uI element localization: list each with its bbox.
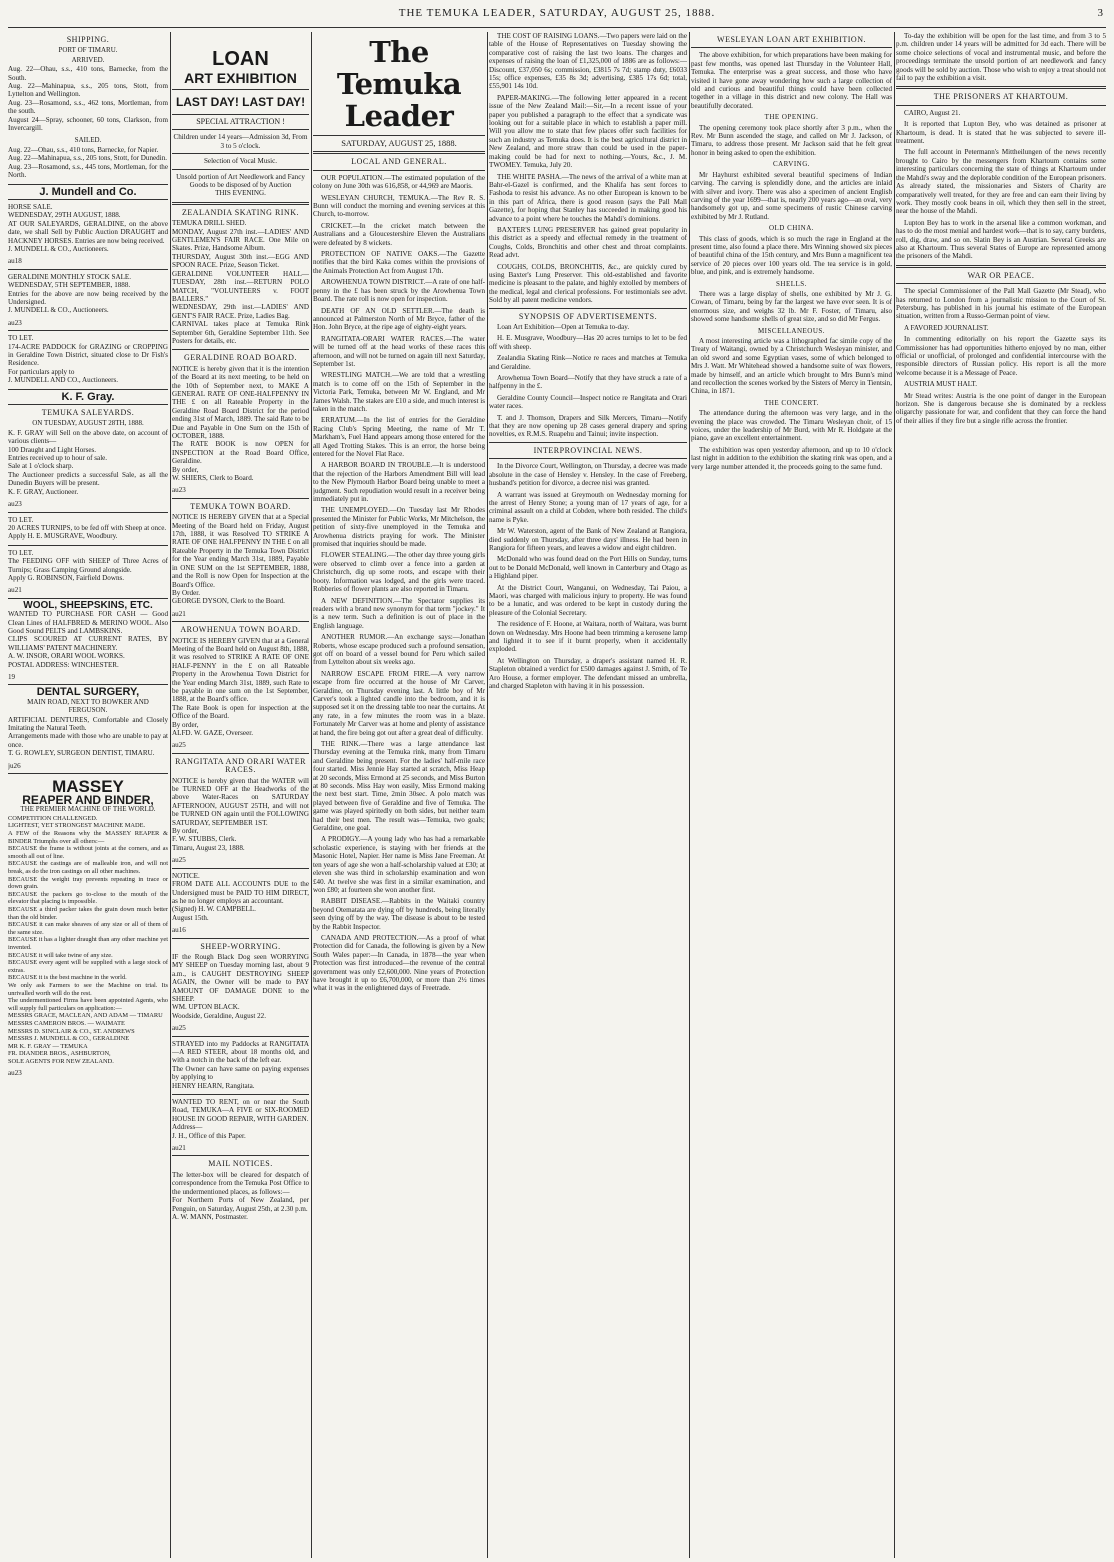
horse-sale-ad: HORSE SALE. WEDNESDAY, 29TH AUGUST, 1888. AT OUR SALEYARDS, GERALDINE, on the above date, we shall Sell by Public Auction DRAUGHT and HACKNEY HORSES. Entries are now being received. J. MUNDELL & CO., Auctioneers.: [8, 202, 168, 253]
column-3: [313, 32, 485, 1560]
interprovincial-item: In the Divorce Court, Wellington, on Thursday, a decree was made absolute in the case of Hensley v. Hensley. In the case of Freeberg, husband's petition for divorce, a decree nisi was granted.: [489, 462, 687, 488]
massey-heading: MASSEY: [52, 777, 124, 797]
opening-text: The opening ceremony took place shortly after 3 p.m., when the Rev. Mr Bunn ascended the stage, and called on Mr J. Jackson, of Timaru, to address those present. Mr Jackson said that he felt great honor in being asked to open the exhibition.: [691, 123, 892, 157]
exhibition-intro: The above exhibition, for which preparations have been making for past few months, was opened last Thursday in the Volunteer Hall, Temuka. The enterprise was a great success, and those who have visited it have gone away wondering how such a large collection of old and curious and beautiful things could have been collected together in a village in this district and new colony. The Hall was beautifully decorated.: [691, 51, 892, 110]
news-paragraph: WRESTLING MATCH.—We are told that a wrestling match is to come off on the 15th of September in the Victoria Park, Temuka, between Mr W. England, and Mr James Walsh. The stakes are £10 a side, and much interest is taken in the match.: [313, 371, 485, 413]
port-heading: PORT OF TIMARU.: [58, 46, 118, 55]
ad-code: au25: [172, 1024, 186, 1033]
dental-subheading: MAIN ROAD, NEXT TO BOWKER AND FERGUSON.: [27, 697, 149, 715]
war-peace-heading: WAR OR PEACE.: [967, 270, 1035, 280]
ad-code: au21: [172, 1144, 186, 1153]
concert-subheading: THE CONCERT.: [764, 398, 819, 407]
ad-code: au25: [172, 856, 186, 865]
ad-code: au23: [8, 1069, 22, 1078]
misc-text: A most interesting article was a lithographed fac simile copy of the Treaty of Waitangi, owned by a Christchurch Wesleyan minister, and an old sword and some Egyptian vases, some of which belonged to Mrs J. Watt. Mr Whitehead showed a handsome suite of wax flowers, made by himself, and an article which brought to Mrs Bunn's mind and recollection the scenes worked by the Sisters of Mercy in Tientsin, China, in 1871.: [691, 337, 892, 396]
arowhenua-board-notice: NOTICE IS HEREBY GIVEN that at a General Meeting of the Board held on August 8th, 1888, it was resolved to STRIKE A RATE OF ONE HALF-PENNY in the £ on all Rateable Property in the Arowhenua Town District for the Year ending March 31st, 1889, such Rate to be payable in one sum on the 1st September, 1888, at the Board's office. The Rate Book is open for inspection at the Office of the Board. By order, ALFD. W. GAZE, Overseer.: [172, 636, 309, 737]
wanted-notice: WANTED TO RENT, on or near the South Road, TEMUKA—A FIVE or SIX-ROOMED HOUSE IN GOOD REPAIR, WITH GARDEN. Address— J. H., Office of this Paper.: [172, 1098, 309, 1140]
synopsis-item: Loan Art Exhibition—Open at Temuka to-day.: [497, 323, 630, 331]
carving-text: Mr Hayhurst exhibited several beautiful specimens of Indian carving. The carving is splendidly done, and the articles are inlaid with silver and ivory. There was also a specimen of ancient English carving of the year 1699—that is, nearly 200 years ago—an oval, very handsomely got up, and some specimens of rustic Chinese carving exhibited by Mr J. Rutland.: [691, 170, 892, 221]
column-rule: [689, 32, 690, 1558]
misc-subheading: MISCELLANEOUS.: [757, 326, 826, 335]
opening-subheading: THE OPENING.: [764, 113, 819, 122]
ad-code: au23: [8, 500, 22, 509]
news-paragraph: CANADA AND PROTECTION.—As a proof of what Protection did for Canada, the following is given by a New South Wales paper:—In Canada, in 1878—the year when Protection was first introduced—the revenue of the central government was only £2,600,000. Nine years of Protection have brought it up to £6,700,000, or more than 2½ times what it was in the enlightened days of Freetrade.: [313, 933, 485, 993]
saleyards-date: ON TUESDAY, AUGUST 28TH, 1888.: [32, 419, 144, 428]
special-attraction: SPECIAL ATTRACTION !: [196, 117, 285, 126]
column-6: [896, 32, 1106, 1560]
masthead: The Temuka Leader: [336, 35, 462, 133]
synopsis-list: [489, 323, 687, 439]
water-races-heading: RANGITATA AND ORARI WATER RACES.: [175, 756, 306, 775]
ad-code: 19: [8, 673, 16, 681]
temuka-board-heading: TEMUKA TOWN BOARD.: [190, 501, 291, 511]
news-paragraph: THE COST OF RAISING LOANS.—Two papers were laid on the table of the House of Representatives on Tuesday showing the comparative cost of raising the last two loans. The charges and expenses of raising the loan of £1,325,000 of 1886 are as follows:—Discount, £37,050 6s; commission, £3815 7s 7d; stamp duty, £6033 15s; office expenses, £35 8s 3d; advertising, £385 17s 6d; total, £55,901 14s 10d.: [489, 32, 687, 91]
news-paragraph: RABBIT DISEASE.—Rabbits in the Waitaki country beyond Otematata are dying off by hundreds, being literally seen dying off by the way. The disease is about to be tested by the Rabbit Inspector.: [313, 897, 485, 931]
art-exhibition-heading: ART EXHIBITION: [184, 70, 297, 86]
article-paragraph: The special Commissioner of the Pall Mall Gazette (Mr Stead), who has returned to London from a journalistic mission to the Court of St. Petersburg, has published in his journal his estimate of the European situation, written from a Russo-German point of view.: [896, 287, 1106, 321]
dental-ad: ARTIFICIAL DENTURES, Comfortable and Closely Imitating the Natural Teeth. Arrangements made with those who are unable to pay at once. T. G. ROWLEY, SURGEON DENTIST, TIMARU.: [8, 715, 168, 758]
article-paragraph: Mr Stead writes: Austria is the one point of danger in the European horizon. She is dangerous because she is dominated by a reckless oligarchy passionate for war, and confident that they can force the hand of their allies if they fire but a single rifle across the frontier.: [896, 391, 1106, 425]
closing-text: The exhibition was open yesterday afternoon, and up to 10 o'clock last night in addition to the exhibition the skating rink was open, and a very large number attended it, the proceeds going to the same fund.: [691, 445, 892, 471]
header-rule: [8, 27, 1106, 28]
ad-code: au16: [172, 926, 186, 935]
interprovincial-heading: INTERPROVINCIAL NEWS.: [533, 445, 643, 455]
interprovincial-item: The residence of F. Hoone, at Waitara, north of Waitara, was burnt down on Wednesday. Mrs Hoone had been trimming a kerosene lamp and lighted it to see if it burnt properly, when it accidentally exploded.: [489, 620, 687, 654]
gray-sale-ad: K. F. GRAY will Sell on the above date, on account of various clients— 100 Draught and Light Horses. Entries received up to hour of sale. Sale at 1 o'clock sharp. The Auctioneer predicts a successful Sale, as all the Dunedin Buyers will be present. K. F. GRAY, Auctioneer.: [8, 428, 168, 496]
mail-heading: MAIL NOTICES.: [208, 1159, 273, 1169]
sheep-heading: SHEEP-WORRYING.: [200, 941, 281, 951]
news-paragraph: PAPER-MAKING.—The following letter appeared in a recent issue of the New Zealand Mail:—Sir,—In a recent issue of your paper you published a paragraph to the effect that a syndicate was looking out for a suitable place in which to establish a paper mill. Will you allow me to state that few places offer such facilities for such an industry as Temuka does. It is the best agricultural district in New Zealand, and more straw than could be used in the paper-making could be had for next to nothing.—Yours, &c., J. M. TWOMEY. Temuka, July 20.: [489, 93, 687, 170]
issue-date: SATURDAY, AUGUST 25, 1888.: [341, 138, 457, 148]
news-paragraph: WESLEYAN CHURCH, TEMUKA.—The Rev R. S. Bunn will conduct the morning and evening services at this Church, to-morrow.: [313, 193, 485, 219]
ad-code: au18: [8, 257, 22, 266]
article-paragraph: The full account in Petermann's Mittheilungen of the news recently brought to Cairo by the messengers from Khartoum contains some interesting particulars concerning the state of things at Khartoum under the Mahdi's sway and the deplorable condition of the European prisoners. As already stated, the missionaries and Sisters of Charity are comparatively well treated, for they are free and can earn their living by work. They mostly cook beans in oil, which they then sell in the street, near the house of the Mahdi.: [896, 148, 1106, 216]
news-paragraph: A PRODIGY.—A young lady who has had a remarkable scholastic experience, is staying with her friends at the Masonic Hotel, Napier. Her name is Miss Jane Freeman. At ten years of age she won a half-scholarship valued at £30; at eleven she was third in scholarship examination and won £40. At twelve she was first in a similar examination, and won £80; at fourteen she won another first.: [313, 835, 485, 894]
news-paragraph: COUGHS, COLDS, BRONCHITIS, &c., are quickly cured by using Baxter's Lung Preserver. This old-established and favorite medicine is pleasant to the palate, and highly extolled by members of the medical, legal and clerical professions. For testimonials see advt. Sold by all patent medicine vendors.: [489, 262, 687, 305]
to-let-paddock-ad: TO LET. 174-ACRE PADDOCK for GRAZING or CROPPING in Geraldine Town District, situated close to Dr Fish's Residence. For particulars apply to J. MUNDELL AND CO., Auctioneers.: [8, 334, 168, 385]
reaper-ad: COMPETITION CHALLENGED. LIGHTEST, YET STRONGEST MACHINE MADE. A FEW of the Reasons why the MASSEY REAPER & BINDER Triumphs over all others:— BECAUSE the frame is without joints at the corners, and as smooth all out of line. BECAUSE the castings are of malleable iron, and will not break, as do the iron castings on all other machines. BECAUSE the weight tray prevents repeating in trace or down grain. BECAUSE the packers go to-close to the mouth of the elevator that placing is impossible. BECAUSE a third packer takes the grain down much better than the old binder. BECAUSE it can make sheaves of any size or all of them of the same size. BECAUSE it has a lighter draught than any other machine yet invented. BECAUSE it will take twine of any size. BECAUSE every agent will be supplied with a large stock of extras. BECAUSE it is the best machine in the world. We only ask Farmers to see the Machine on trial. Its unrivalled worth will do the rest. The undermentioned Firms have been appointed Agents, who will supply full particulars on application:— MESSRS GRACE, MACLEAN, AND ADAM — TIMARU MESSRS CAMERON BROS. — WAIMATE MESSRS D. SINCLAIR & CO., ST. ANDREWS MESSRS J. MUNDELL & CO., GERALDINE MR K. F. GRAY — TEMUKA FR. DIANDER BROS., ASHBURTON, SOLE AGENTS FOR NEW ZEALAND.: [8, 814, 168, 1065]
local-news-continued: [489, 32, 687, 305]
interprovincial-item: At the District Court, Wanganui, on Wednesday, Tai Paiou, a Maori, was charged with malicious injury to property. He was found to be a lunatic, and was ordered to be kept in custody during the pleasure of the Colonial Secretary.: [489, 583, 687, 617]
synopsis-item: Arowhenua Town Board—Notify that they have struck a rate of a halfpenny in the £.: [489, 374, 687, 391]
column-5: [691, 32, 892, 1560]
synopsis-item: H. E. Musgrave, Woodbury—Has 20 acres turnips to let to be fed off with sheep.: [489, 334, 687, 351]
news-paragraph: FLOWER STEALING.—The other day three young girls were observed to climb over a fence into a garden at Christchurch, dig up some roots, and escape with their booty. Information was lodged, and the girls were traced. Robberies of flower plants are also reported in Timaru.: [313, 551, 485, 594]
news-paragraph: A NEW DEFINITION.—The Spectator supplies its readers with a brand new synonym for that term "jockey." It is a new term. Such a definition is out of place in the English language.: [313, 596, 485, 630]
synopsis-item: Geraldine County Council—Inspect notice re Rangitata and Orari water races.: [489, 393, 687, 411]
news-paragraph: ANOTHER RUMOR.—An exchange says:—Jonathan Roberts, whose escape produced such a profound sensation, got off on board of a vessel bound for Peru which sailed from Lyttelton about six weeks ago.: [313, 633, 485, 667]
article-paragraph: Lupton Bey has to work in the arsenal like a common workman, and has to do the most menial and hardest work—that is to say, carry burdens, roll, dig, draw, and so on. Slatin Bey is an Austrian. Several Greeks are also at Khartoum. Thus several States of Europe are represented among the prisoners of the Mahdi.: [896, 218, 1106, 261]
china-text: This class of goods, which is so much the rage in England at the present time, also found a place there. Mrs Winning showed six pieces of beautiful china of the 15th century, and Mrs Bunn a magnificent tea service of 20 pieces over 100 years old. The tea service is in gold, blue, and pink, and is extremely handsome.: [691, 234, 892, 277]
prisoners-heading: THE PRISONERS AT KHARTOUM.: [933, 92, 1069, 102]
news-paragraph: DEATH OF AN OLD SETTLER.—The death is announced at Palmerston North of Mr Bryce, father of the Hon. John Bryce, at the ripe age of eighty-eight years.: [313, 306, 485, 332]
ad-code: au25: [172, 741, 186, 750]
sailings-list: Aug. 22—Ohau, s.s., 410 tons, Barnecke, for Napier. Aug. 22—Mahinapua, s.s., 205 tons, Stott, for Dunedin. Aug. 23—Rosamond, s.s., 445 tons, Mortleman, for the North.: [8, 145, 168, 180]
shells-subheading: SHELLS.: [776, 279, 807, 288]
children-admission: Children under 14 years—Admission 3d, From 3 to 5 o'clock.: [173, 133, 308, 150]
news-paragraph: NARROW ESCAPE FROM FIRE.—A very narrow escape from fire occurred at the house of Mr Carver, Geraldine, on Thursday evening last. A little boy of Mr Carver's took a lighted candle into the bedroom, and it is supposed set it on the dressing table too near the curtains. At any rate, in a few minutes the room was in a blaze. Fortunately Mr Carver was at home and plenty of assistance at hand, the fire being got out after a great deal of difficulty.: [313, 669, 485, 737]
saleyards-heading: TEMUKA SALEYARDS.: [41, 408, 135, 418]
arrivals-list: Aug. 22—Ohau, s.s., 410 tons, Barnecke, from the South. Aug. 22—Mahinapua, s.s., 205 tons, Stott, from Lyttelton and Wellington. Aug. 23—Rosamond, s.s., 462 tons, Mortleman, from the south. August 24—Spray, schooner, 60 tons, Clarkson, from Invercargill.: [8, 65, 168, 133]
interprovincial-item: Mr W. Waterston, agent of the Bank of New Zealand at Rangiora, died suddenly on Thursday, after three days' illness. He had been in Rangiora for fifteen years, and leaves a widow and eight children.: [489, 527, 687, 552]
mail-notice: The letter-box will be cleared for despatch of correspondence from the Temuka Post Office to the undermentioned places, as follows:— For Northern Ports of New Zealand, per Penguin, on Saturday, August 25th, at 2.30 p.m. A. W. MANN, Postmaster.: [172, 1170, 309, 1221]
news-paragraph: THE UNEMPLOYED.—On Tuesday last Mr Rhodes presented the Minister for Public Works, Mr Mitchelson, the petition of sixty-five unemployed in the Temuka and Arowhenua districts praying for work. The Minister promised that inquiries should be made.: [313, 506, 485, 549]
news-paragraph: OUR POPULATION.—The estimated population of the colony on June 30th was 616,858, or 44,969 are Maoris.: [313, 173, 485, 191]
arowhenua-board-heading: AROWHENUA TOWN BOARD.: [180, 625, 301, 635]
local-general-heading: LOCAL AND GENERAL.: [351, 157, 447, 167]
interprovincial-item: McDonald who was found dead on the Port Hills on Sunday, turns out to be Donald McDonald, well known in Canterbury and Otago as a Highland piper.: [489, 555, 687, 581]
unsold-auction: Unsold portion of Art Needlework and Fancy Goods to be disposed of by Auction THIS EVENING.: [176, 172, 305, 198]
interprovincial-item: At Wellington on Thursday, a draper's assistant named H. R. Stapleton obtained a verdict for £500 damages against J. Smith, of Te Aro House, a former employer. The defendant missed an umbrella, and charged Stapleton with having it in his possession.: [489, 656, 687, 691]
sheep-notice: IF the Rough Black Dog seen WORRYING MY SHEEP on Tuesday morning last, about 9 a.m., is CAUGHT DESTROYING SHEEP AGAIN, the Owner will be made to PAY AMOUNT OF DAMAGE DONE to the SHEEP. WM. UPTON BLACK. Woodside, Geraldine, August 22.: [172, 952, 309, 1020]
loan-heading: LOAN: [212, 48, 269, 70]
synopsis-heading: SYNOPSIS OF ADVERTISEMENTS.: [518, 311, 658, 321]
china-subheading: OLD CHINA.: [768, 224, 815, 233]
column-rule: [487, 32, 488, 1558]
rink-heading: ZEALANDIA SKATING RINK.: [181, 207, 300, 217]
interprovincial-item: A warrant was issued at Greymouth on Wednesday morning for the arrest of Henry Stone; a young man of 17 years of age, for a criminal assault on a child at Cobden, where both resided. The child's name is Pyke.: [489, 490, 687, 524]
ad-code: au23: [172, 486, 186, 495]
column-1: [8, 32, 168, 1560]
article-paragraph: In commenting editorially on his report the Gazette says its Commissioner has had opportunities hitherto enjoyed by no man, either official or unofficial, of prolonged and confidential intercourse with the responsible directors of Russian policy. His report is all the more welcome because it is a Message of Peace.: [896, 335, 1106, 377]
news-paragraph: PROTECTION OF NATIVE OAKS.—The Gazette notifies that the bird Kaka comes within the provisions of the Animals Protection Act from August 17th.: [313, 250, 485, 275]
geraldine-board-notice: NOTICE is hereby given that it is the intention of the Board at its next meeting, to be held on the 10th of September next, to MAKE A GENERAL RATE OF ONE-HALFPENNY IN THE £ on all Rateable Property in the Geraldine Road Board District for the period ending 31st of March, 1889. The said Rate to be Due and Payable in One Sum on the 15th of OCTOBER, 1888. The RATE BOOK is now OPEN for INSPECTION at the Road Board Office, Geraldine. By order, W. SHIERS, Clerk to Board.: [172, 364, 309, 483]
synopsis-item: Zealandia Skating Rink—Notice re races and matches at Temuka and Geraldine.: [489, 354, 687, 371]
carving-subheading: CARVING.: [772, 160, 811, 169]
column-2: [172, 32, 309, 1560]
news-paragraph: RANGITATA-ORARI WATER RACES.—The water will be turned off at the head works of these races this afternoon, and will not be turned on again till next Saturday, September 1st.: [313, 334, 485, 368]
war-peace-article: [896, 287, 1106, 425]
reaper-subheading: THE PREMIER MACHINE OF THE WORLD.: [20, 805, 156, 814]
water-races-notice: NOTICE is hereby given that the WATER will be TURNED OFF at the Headworks of the above Water-Races on SATURDAY AFTERNOON, AUGUST 25TH, and will not be TURNED ON again until the FOLLOWING SATURDAY, SEPTEMBER 1ST. By order, F. W. STUBBS, Clerk. Timaru, August 23, 1888.: [172, 776, 309, 852]
rink-ad: TEMUKA DRILL SHED. MONDAY, August 27th inst.—LADIES' AND GENTLEMEN'S FAIR RACE. One Mile on Skates. Prize, Handsome Album. THURSDAY, August 30th inst.—EGG AND SPOON RACE. Prize, Season Ticket. GERALDINE VOLUNTEER HALL—TUESDAY, 28th inst.—RETURN POLO MATCH, "VOLUNTEERS v. FOOT BALLERS." WEDNESDAY, 29th inst.—LADIES' AND GENT'S FAIR RACE. Prize, Ladies Bag. CARNIVAL takes place at Temuka Rink September 6th, Geraldine September 11th. See Posters for details, etc.: [172, 219, 309, 345]
header-title: THE TEMUKA LEADER, SATURDAY, AUGUST 25, 1888.: [398, 7, 716, 19]
article-paragraph: It is reported that Lupton Bey, who was detained as prisoner at Khartoum, is dead. It is stated that he was subjected to severe ill-treatment.: [896, 120, 1106, 146]
running-header: [0, 0, 1114, 26]
wool-ad: WANTED TO PURCHASE FOR CASH — Good Clean Lines of HALFBRED & MERINO WOOL. Also Good Sound PELTS and LAMBSKINS. CLIPS SCOURED AT CURRENT RATES, BY WILLIAMS' PATENT MACHINERY. A. W. INSOR, ORARI WOOL WORKS. POSTAL ADDRESS: WINCHESTER.: [8, 610, 168, 669]
shipping-heading: SHIPPING.: [66, 35, 110, 44]
vocal-music: Selection of Vocal Music.: [203, 157, 278, 166]
ad-code: au21: [8, 586, 22, 595]
gray-heading: K. F. Gray.: [61, 390, 115, 403]
news-paragraph: THE RINK.—There was a large attendance last Thursday evening at the Temuka rink, many from Timaru and Geraldine being present. For the ladies' half-mile race four started. Miss Jennie Hay started at scratch, Miss Heap at 20 seconds, Miss Ermond at 25 seconds, and Miss Burton at 80 seconds. Miss Hay won easily, Miss Ermond making the next best start. Time, 2min 30sec. A polo match was played between five of Geraldine and five of Temuka. The game was played spiritedly on both sides, but neither team had their best men. The result was—Temuka, two goals; Geraldine, one goal.: [313, 740, 485, 833]
synopsis-item: T. and J. Thomson, Drapers and Silk Mercers, Timaru—Notify that they are now opening up 28 cases general drapery and spring novelties, ex R.M.S. Ruapehu and Tainui; invite inspection.: [489, 413, 687, 439]
temuka-board-notice: NOTICE IS HEREBY GIVEN that at a Special Meeting of the Board held on Friday, August 17th, 1888, it was Resolved TO STRIKE A RATE OF ONE HALFPENNY IN THE £ on all Rateable Property in the Temuka Town District for the Year ending March 31st, 1889, Payable in ONE SUM on the 1st SEPTEMBER, 1888, and the Roll is now Open for Inspection at the Board's Office. By Order. GEORGE DYSON, Clerk to the Board.: [172, 513, 309, 606]
news-paragraph: THE WHITE PASHA.—The news of the arrival of a white man at Bahr-el-Gazel is confirmed, and the Khalifa has sent forces to Fashoda to resist his advance. As no other European is known to be in this part of Africa, there is good reason (says the Pall Mall Gazette), for hoping that Stanley has succeeded in making good his advance to a point where he touches the Mahdi's dominions.: [489, 172, 687, 223]
mundell-heading: J. Mundell and Co.: [39, 185, 137, 198]
ad-code: ju26: [8, 761, 21, 770]
shells-text: There was a large display of shells, one exhibited by Mr J. G. Cowan, of Timaru, being by far the largest we have ever seen. It is of enormous size, and weighs 32 lb. Mr F. Foster, of Timaru, also showed some handsome shells of great size, and so did Mr Fergus.: [691, 289, 892, 324]
column-rule: [894, 32, 895, 1558]
concert-text: The attendance during the afternoon was very large, and in the evening the place was crowded. The Timaru Wesleyan choir, of 15 voices, under the leadership of Mr Burd, with Mr R. Holdgate at the piano, gave an excellent entertainment.: [691, 409, 892, 443]
page-number: 3: [1097, 7, 1104, 19]
column-4: [489, 32, 687, 1560]
strayed-notice: STRAYED into my Paddocks at RANGITATA—A RED STEER, about 18 months old, and with a notch in the back of the left ear. The Owner can have same on paying expenses by applying to HENRY HEARN, Rangitata.: [172, 1039, 309, 1090]
ad-code: au23: [8, 318, 22, 327]
news-paragraph: ERRATUM.—In the list of entries for the Geraldine Racing Club's Spring Meeting, the name of Mr T. Markham's, Fuel Hand appears among those entered for the all Aged Trotting Stakes. This is an error, the horse being entered for the Novel Flat Race.: [313, 416, 485, 458]
local-news-list: [313, 174, 485, 993]
prisoners-article: [896, 109, 1106, 261]
interprovincial-list: [489, 462, 687, 690]
ad-code: au21: [172, 609, 186, 618]
sailed-label: SAILED.: [74, 136, 102, 145]
exhibition-continued: To-day the exhibition will be open for the last time, and from 3 to 5 p.m. children under 14 years will be admitted for 3d each. There will be some choice selections of vocal and instrumental music, and before the proceedings terminate the unsold portion of art needlework and fancy goods will be sold by auction. Those who wish to enjoy a treat should not fail to pay the exhibition a visit.: [896, 32, 1106, 83]
column-rule: [311, 32, 312, 1558]
reaper-heading: REAPER AND BINDER,: [22, 793, 154, 808]
wool-heading: WOOL, SHEEPSKINS, ETC.: [23, 599, 153, 611]
dental-heading: DENTAL SURGERY,: [36, 686, 140, 699]
article-paragraph: CAIRO, August 21.: [904, 108, 961, 117]
to-let-turnips-ad: TO LET. 20 ACRES TURNIPS, to be fed off with Sheep at once. Apply H. E. MUSGRAVE, Woodbury.: [8, 515, 167, 541]
geraldine-board-heading: GERALDINE ROAD BOARD.: [184, 353, 297, 363]
column-rule: [170, 32, 171, 1558]
arrived-label: ARRIVED.: [71, 55, 105, 64]
exhibition-heading: WESLEYAN LOAN ART EXHIBITION.: [717, 35, 866, 44]
to-let-feeding-ad: TO LET. The FEEDING OFF with SHEEP of Three Acres of Turnips; Grass Camping Ground alongside. Apply G. ROBINSON, Fairfield Downs.: [8, 548, 168, 582]
news-paragraph: AROWHENUA TOWN DISTRICT.—A rate of one half-penny in the £ has been struck by the Arowhenua Town Board. The rate roll is now open for inspection.: [313, 278, 485, 304]
article-paragraph: AUSTRIA MUST HALT.: [904, 380, 977, 389]
news-paragraph: CRICKET.—In the cricket match between the Australians and a Gloucestershire Eleven the Australians were defeated by 8 wickets.: [313, 221, 485, 247]
accounts-notice: NOTICE. FROM DATE ALL ACCOUNTS DUE to the Undersigned must be PAID TO HIM DIRECT, as he no longer employs an accountant. (Signed) H. W. CAMPBELL. August 15th.: [172, 871, 309, 922]
news-paragraph: BAXTER'S LUNG PRESERVER has gained great popularity in this district as a speedy and effectual remedy in the treatment of Coughs, Colds, Bronchitis and other chest and throat complaints. Read advt.: [489, 225, 687, 260]
last-day-heading: LAST DAY! LAST DAY!: [175, 95, 306, 109]
monthly-sale-ad: GERALDINE MONTHLY STOCK SALE. WEDNESDAY, 5TH SEPTEMBER, 1888. Entries for the above are now being received by the Undersigned. J. MUNDELL & CO., Auctioneers.: [8, 272, 168, 315]
news-paragraph: A HARBOR BOARD IN TROUBLE.—It is understood that the rejection of the Harbors Amendment Bill will lead to the New Plymouth Harbor Board being unable to meet a judgment. Such repudiation would result in a receiver being immediately put in.: [313, 461, 485, 504]
article-paragraph: A FAVORED JOURNALIST.: [904, 323, 989, 332]
